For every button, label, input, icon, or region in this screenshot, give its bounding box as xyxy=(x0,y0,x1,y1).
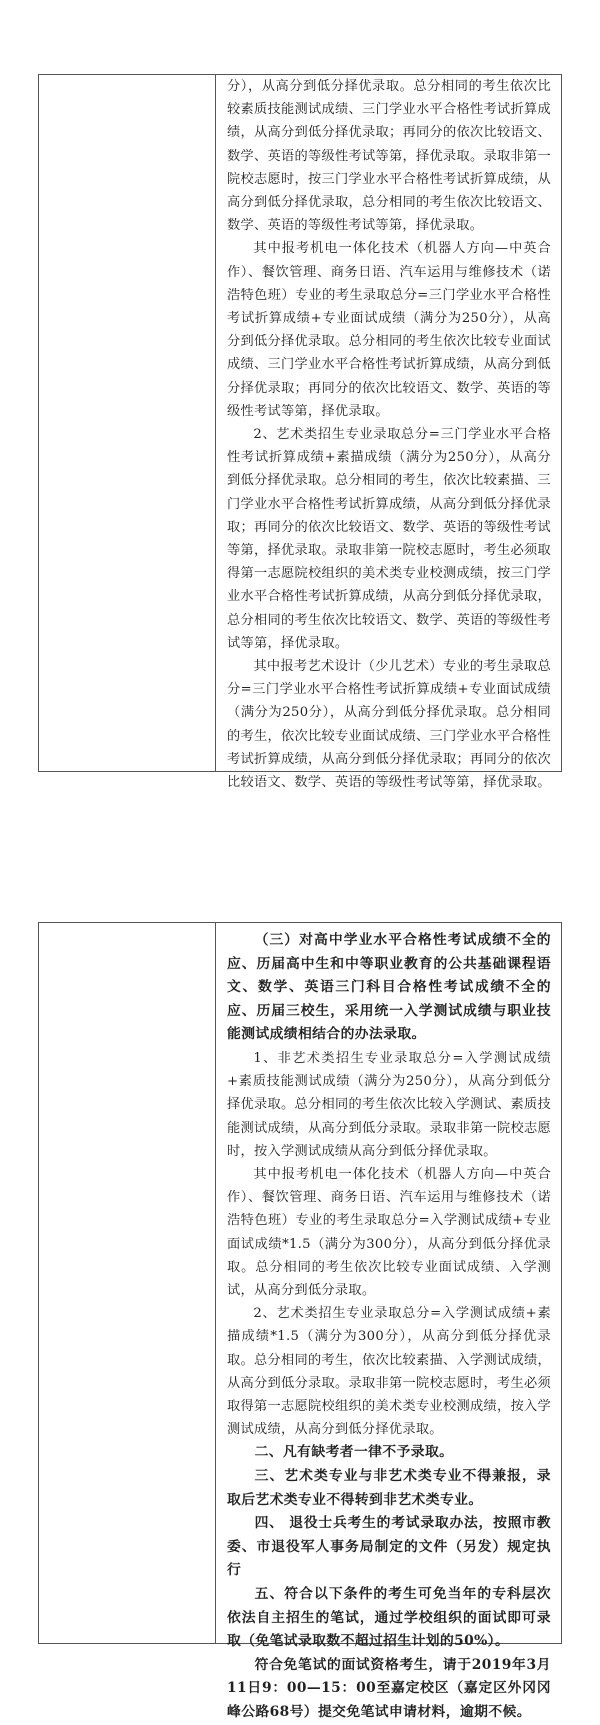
table-right-cell xyxy=(217,923,561,1720)
paragraph: 其中报考机电一体化技术（机器人方向—中英合作）、餐饮管理、商务日语、汽车运用与维修技术（诺浩特色班）专业的考生录取总分=入学测试成绩+专业面试成绩*1.5（满分为300分），从高分到低分择优录取。总分相同的考生依次比较专业面试成绩、入学测试，从高分到低分录取。 xyxy=(227,1166,551,1298)
table-block-upper xyxy=(38,74,562,791)
paragraph: 2、艺术类招生专业录取总分=入学测试成绩+素描成绩*1.5（满分为300分），从高分到低分择优录取。总分相同的考生，依次比较素描、入学测试成绩，从高分到低分录取。录取非第一院校志愿时，考生必须取得第一志愿院校组织的美术类专业校测成绩，按入学测试成绩，从高分到低分择优录取。 xyxy=(227,1306,551,1438)
rule-item: 符合免笔试的面试资格考生，请于2019年3月11日9：00—15：00至嘉定校区（嘉定区外冈冈峰公路68号）提交免笔试申请材料，逾期不候。 xyxy=(227,1656,551,1720)
paragraph: 2、艺术类招生专业录取总分=三门学业水平合格性考试折算成绩+素描成绩（满分为250分），从高分到低分择优录取。总分相同的考生，依次比较素描、三门学业水平合格性考试折算成绩，从高分到低分择优录取；再同分的依次比较语文、数学、英语的等级性考试等第，择优录取。录取非第一院校志愿时，考生必须取得第一志愿院校组织的美术类专业校测成绩，按三门学业水平合格性考试折算成绩，从高分到低分择优录取，总分相同的考生依次比较语文、数学、英语的等级性考试等第，择优录取。 xyxy=(227,427,551,651)
rule-item: 二、凡有缺考者一律不予录取。 xyxy=(254,1444,454,1461)
paragraph: 其中报考艺术设计（少儿艺术）专业的考生录取总分=三门学业水平合格性考试折算成绩+专业面试成绩（满分为250分），从高分到低分择优录取。总分相同的考生，依次比较专业面试成绩、三门学业水平合格性考试折算成绩，从高分到低分择优录取；再同分的依次比较语文、数学、英语的等级性考试等第，择优录取。 xyxy=(227,659,551,791)
rule-item: 五、符合以下条件的考生可免当年的专科层次依法自主招生的笔试，通过学校组织的面试即可录取（免笔试录取数不超过招生计划的50%）。 xyxy=(227,1585,551,1650)
table-left-cell xyxy=(39,923,216,1643)
paragraph: 分），从高分到低分择优录取。总分相同的考生依次比较素质技能测试成绩、三门学业水平合格性考试折算成绩，从高分到低分择优录取；再同分的依次比较语文、数学、英语的等级性考试等第，择优录取。录取非第一院校志愿时，按三门学业水平合格性考试折算成绩，从高分到低分择优录取，总分相同的考生依次比较语文、数学、英语的等级性考试等第，择优录取。 xyxy=(227,79,551,234)
table-left-cell xyxy=(39,75,216,771)
paragraph: 其中报考机电一体化技术（机器人方向—中英合作）、餐饮管理、商务日语、汽车运用与维修技术（诺浩特色班）专业的考生录取总分=三门学业水平合格性考试折算成绩+专业面试成绩（满分为250分），从高分到低分择优录取。总分相同的考生依次比较专业面试成绩、三门学业水平合格性考试折算成绩，从高分到低分择优录取；再同分的依次比较语文、数学、英语的等级性考试等第，择优录取。 xyxy=(227,241,551,419)
rule-item: 三、艺术类专业与非艺术类专业不得兼报，录取后艺术类专业不得转到非艺术类专业。 xyxy=(227,1468,551,1508)
paragraph: 1、非艺术类招生专业录取总分=入学测试成绩+素质技能测试成绩（满分为250分），从高分到低分择优录取。总分相同的考生依次比较入学测试、素质技能测试成绩，从高分到低分录取。录取非第一院校志愿时，按入学测试成绩从高分到低分择优录取。 xyxy=(227,1050,551,1159)
rule-item: 四、 退役士兵考生的考试录取办法，按照市教委、市退役军人事务局制定的文件（另发）规定执行 xyxy=(227,1515,551,1579)
section-heading: （三）对高中学业水平合格性考试成绩不全的应、历届高中生和中等职业教育的公共基础课程语文、数学、英语三门科目合格性考试成绩不全的应、历届三校生，采用统一入学测试成绩与职业技能测试成绩相结合的办法录取。 xyxy=(227,932,551,1043)
table-block-lower xyxy=(38,922,562,1720)
table-right-cell xyxy=(217,75,561,791)
